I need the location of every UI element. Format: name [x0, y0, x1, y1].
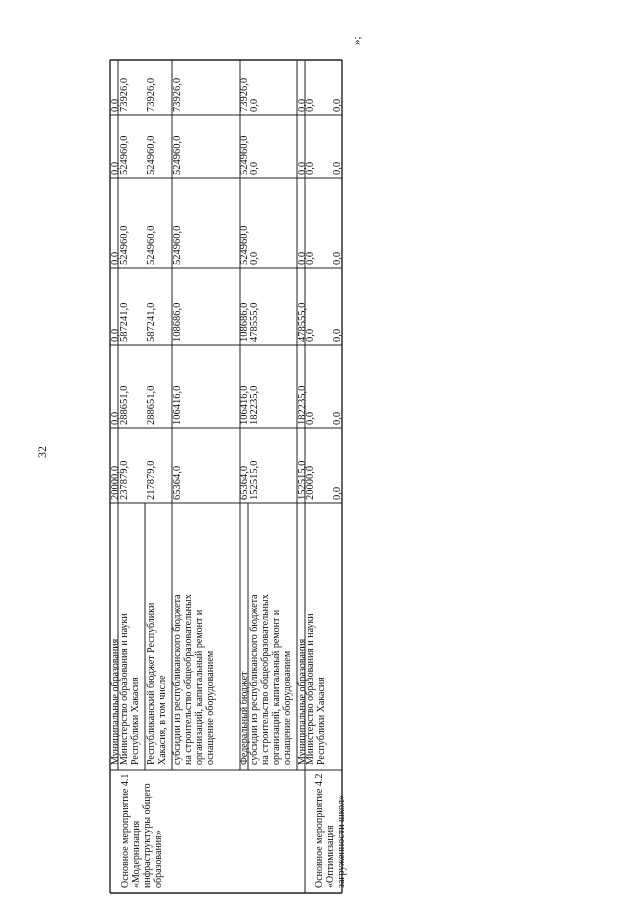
value-cell: 524960,0 [119, 135, 130, 175]
value-cell: 106416,0 [239, 385, 250, 425]
value-cell: 524960,0 [239, 225, 250, 265]
value-cell: 587241,0 [119, 302, 130, 342]
event-title-line: загруженности школ» [336, 795, 347, 888]
value-cell: 587241,0 [146, 302, 157, 342]
value-cell: 65364,0 [172, 465, 183, 500]
value-cell: 0,0 [297, 251, 308, 265]
event-title-line: образования» [153, 830, 164, 888]
value-cell: 0,0 [332, 486, 343, 500]
value-cell: 0,0 [110, 161, 121, 175]
row-label-line: Республиканский бюджет Республики [146, 602, 157, 765]
value-cell: 108686,0 [172, 302, 183, 342]
value-cell: 73926,0 [119, 77, 130, 112]
value-cell: 73926,0 [239, 77, 250, 112]
value-cell: 0,0 [110, 98, 121, 112]
value-cell: 152515,0 [297, 460, 308, 500]
budget-table [110, 60, 347, 893]
value-cell: 0,0 [332, 328, 343, 342]
value-cell: 0,0 [332, 411, 343, 425]
value-cell: 524960,0 [239, 135, 250, 175]
value-cell: 106416,0 [172, 385, 183, 425]
value-cell: 0,0 [249, 98, 260, 112]
page-number: 32 [35, 446, 49, 458]
row-label-line: организаций, капитальный ремонт и [194, 609, 205, 765]
value-cell: 524960,0 [146, 135, 157, 175]
value-cell: 0,0 [110, 328, 121, 342]
margin-mark: »; [351, 36, 363, 45]
value-cell: 288651,0 [119, 385, 130, 425]
row-label-line: Муниципальные образования [297, 638, 308, 765]
value-cell: 182235,0 [249, 385, 260, 425]
value-cell: 478555,0 [297, 302, 308, 342]
value-cell: 217879,0 [146, 460, 157, 500]
row-label-line: оснащение оборудованием [205, 650, 216, 765]
value-cell: 237879,0 [119, 460, 130, 500]
value-cell: 524960,0 [172, 225, 183, 265]
event-title-line: Основное мероприятие 4.2 [314, 773, 325, 888]
value-cell: 73926,0 [146, 77, 157, 112]
value-cell: 0,0 [332, 98, 343, 112]
value-cell: 0,0 [305, 328, 316, 342]
row-label-line: Республики Хакасия [316, 677, 327, 765]
row-label-line: Муниципальные образования [110, 638, 121, 765]
value-cell: 524960,0 [172, 135, 183, 175]
value-cell: 152515,0 [249, 460, 260, 500]
row-label-line: субсидии из республиканского бюджета [249, 594, 260, 765]
value-cell: 0,0 [297, 161, 308, 175]
event-title-line: «Модернизация [131, 820, 142, 888]
row-label-line: оснащение оборудованием [282, 650, 293, 765]
value-cell: 478555,0 [249, 302, 260, 342]
value-cell: 20000,0 [110, 465, 121, 500]
row-label-line: субсидии из республиканского бюджета [172, 594, 183, 765]
row-label-line: на строительство общеобразовательных [183, 594, 194, 765]
value-cell: 182235,0 [297, 385, 308, 425]
value-cell: 20000,0 [305, 465, 316, 500]
event-title-line: инфраструктуры общего [142, 783, 153, 888]
value-cell: 524960,0 [119, 225, 130, 265]
value-cell: 0,0 [305, 411, 316, 425]
value-cell: 0,0 [110, 411, 121, 425]
value-cell: 0,0 [305, 98, 316, 112]
row-label-line: Министерство образования и науки [119, 613, 130, 765]
value-cell: 0,0 [305, 161, 316, 175]
row-label-line: Республики Хакасия [130, 677, 141, 765]
event-title-line: Основное мероприятие 4.1 [120, 773, 131, 888]
value-cell: 524960,0 [146, 225, 157, 265]
value-cell: 0,0 [249, 161, 260, 175]
event-title-line: «Оптимизация [325, 825, 336, 888]
row-label-line: Хакасия, в том числе [157, 675, 168, 765]
row-label-line: Федеральный бюджет [239, 671, 250, 765]
value-cell: 0,0 [110, 251, 121, 265]
value-cell: 0,0 [332, 251, 343, 265]
value-cell: 73926,0 [172, 77, 183, 112]
row-label-line: на строительство общеобразовательных [260, 594, 271, 765]
value-cell: 108686,0 [239, 302, 250, 342]
value-cell: 65364,0 [239, 465, 250, 500]
value-cell: 288651,0 [146, 385, 157, 425]
value-cell: 0,0 [305, 251, 316, 265]
value-cell: 0,0 [332, 161, 343, 175]
row-label-line: Министерство образования и науки [305, 613, 316, 765]
value-cell: 0,0 [297, 98, 308, 112]
value-cell: 0,0 [249, 251, 260, 265]
row-label-line: организаций, капитальный ремонт и [271, 609, 282, 765]
